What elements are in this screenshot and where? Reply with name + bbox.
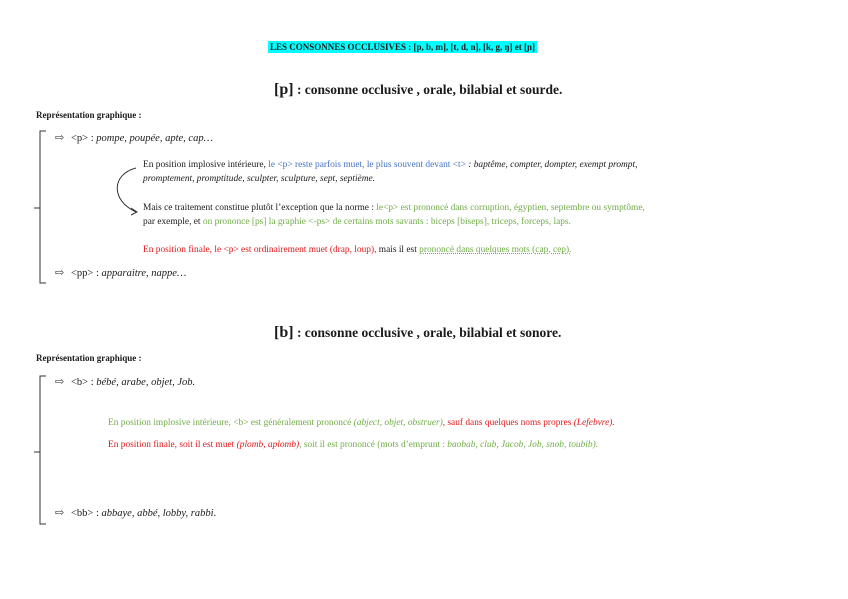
text: Mais ce traitement constitue plutôt l’exception que la norme : [143,203,377,213]
section-title-text: : consonne occlusive , orale, bilabial et sourde. [293,82,563,97]
text: on prononce [ps] la graphie <-ps> de certains mots savants : [202,217,431,227]
text: En position implosive intérieure, [143,160,269,170]
text: prononcé dans quelques mots (cap, cep). [419,245,572,255]
grapheme-label: <bb> : [71,508,102,519]
text: biceps [biseps], triceps, forceps, laps. [430,217,571,227]
rep-label: Représentation graphique : [36,353,142,363]
grapheme-label: <b> : [71,377,97,388]
text: , sauf dans quelques noms propres [442,418,574,428]
examples: apparaitre, nappe… [101,268,187,279]
paragraph [108,438,598,452]
examples: (Lefebvre). [573,418,615,428]
examples: (abject, objet, obstruer) [353,418,443,428]
text: le<p> est prononcé dans corruption, égyptien, septembre ou symptôme, [376,203,645,213]
text: mais il est [376,245,420,255]
text: En position finale, le <p> est ordinairement muet (drap, loup), [143,245,377,255]
examples: abbaye, abbé, lobby, rabbi [101,508,214,519]
examples: pompe, poupée, apte, cap… [96,133,213,144]
section-title-text: : consonne occlusive , orale, bilabial et sonore. [293,325,562,340]
list-item [55,506,216,519]
curved-arrow-icon [117,168,137,215]
section-title-b [274,324,561,342]
arrow-right-icon: ⇨ [55,507,65,519]
text: En position implosive intérieure, <b> est généralement prononcé [108,418,354,428]
rep-label: Représentation graphique : [36,110,142,120]
grapheme-label: <p> : [71,133,97,144]
arrow-right-icon: ⇨ [55,376,65,388]
list-item [55,131,213,144]
page-header [268,37,537,55]
brace-icon [34,376,46,524]
text: par exemple, et [143,217,203,227]
examples: (plomb, aplomb) [236,440,300,450]
paragraph [108,416,615,430]
arrow-right-icon: ⇨ [55,267,65,279]
paragraph [143,243,571,257]
section-title-p [274,81,562,99]
text: . [213,508,217,519]
paragraph [143,158,637,186]
list-item [55,375,195,388]
text: En position finale, soit il est muet [108,440,237,450]
brace-icon [34,131,46,283]
examples: : baptême, compter, dompter, exempt prompt, [468,160,638,170]
phoneme-symbol: [b] [274,324,294,341]
paragraph [143,201,645,229]
list-item [55,266,186,279]
phoneme-symbol: [p] [274,81,294,98]
text: le <p> reste parfois muet, le plus souvent devant <t> [268,160,469,170]
examples: promptement, promptitude, sculpter, sculpture, sept, septième. [143,174,375,184]
examples: baobab, club, Jacob, Job, snob, toubib). [447,440,599,450]
examples: bébé, arabe, objet, Job. [96,377,196,388]
header-title: LES CONSONNES OCCLUSIVES : [p, b, m], [t, d, n], [k, g, ŋ] et [ɲ] [270,42,536,52]
arrow-right-icon: ⇨ [55,132,65,144]
text: , soit il est prononcé (mots d’emprunt : [299,440,448,450]
grapheme-label: <pp> : [71,268,102,279]
